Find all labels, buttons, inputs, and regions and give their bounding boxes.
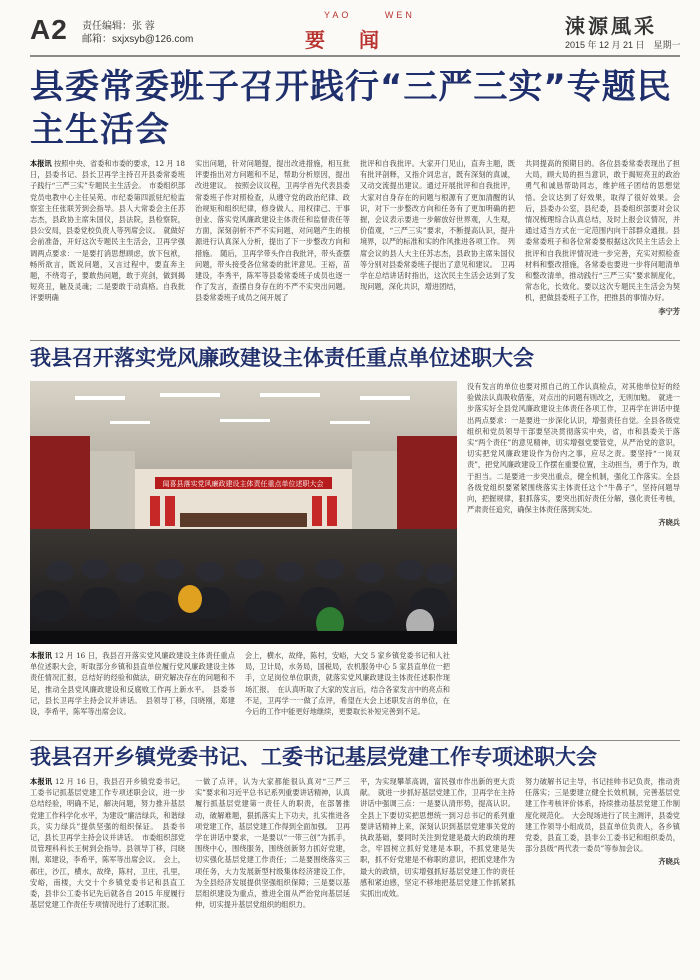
divider-2 bbox=[30, 740, 680, 741]
article1-col4 bbox=[525, 158, 680, 336]
article3-lead: 本报讯 bbox=[30, 777, 53, 786]
article3-col2: 一做了点评，认为大家都能很认真对“三严三实”要求和习近平总书记系列重要讲话精神，认真履行抓基层党建第一责任人的职责，在部署推动，破解难题，狠抓落实上下功夫，扎实推进各项党建工作，基层党建工作得到全面加强。 卫再学在讲话中要求，一是要以“一带三创”为抓手，围绕中心，围绕服务，围绕创新努力抓好党建，切实强化基层党建工作责任；二是要围绕落实三项任务，大力发展新型村级集体经济建设工作，为全县经济发展提供坚强组织保障；三是要以基层组织建设为重点，推进全面从严治党向基层延伸，切实提升基层党组织的组织力。 bbox=[195, 777, 350, 910]
section-en-2: WEN bbox=[384, 10, 415, 20]
meeting-banner: 闻喜县落实党风廉政建设主体责任重点单位述职大会 bbox=[162, 480, 324, 488]
article2-col2: 会上，横水，故绛，陈村，安峪，大交 5 家乡镇党委书记和人社局，卫计局，水务局，国税局，农机服务中心 5 家县直单位一把手，立足岗位单位职责，就落实党风廉政建设主体责任述职作现场汇报。 在认真听取了大家的发言后，结合各家发言中的亮点和不足，卫再学一一做了点评，希望在大会上述职发言的单位，在今后的工作中能更好地继续，更要取长补短完善到不足。 bbox=[245, 651, 450, 717]
paper-name: 涑源風采 bbox=[565, 14, 657, 38]
article2-body-left bbox=[30, 650, 457, 738]
article3-headline: 我县召开乡镇党委书记、工委书记基层党建工作专项述职大会 bbox=[30, 745, 597, 769]
article1-col4-text: 共同提高的预期目的。各位县委常委表现出了担大局，顾大局的担当意识，敢于揭短亮丑的政治勇气和诚恳帮助同志，维护班子团结的思想觉悟。会议达到了好效果，取得了很好效果。会后，县委办公室，县纪委，县委组织部要对会议情况梳理综合认真总结，及时上报会议情况，并通过适当方式在一定范围内向干部群众通报。县委常委班子和各位常委要根据这次民主生活会上批评和自我批评情况进一步完善，充实对照检查材料和整改措施，各常委也要进一步将问题清单和整改清单，推动践行“三严三实”要求制度化，常态化，长效化。要以这次专题民主生活会为契机，把做县委班子工作，把推县的事情办好。 bbox=[525, 159, 680, 303]
article2-col3 bbox=[467, 381, 680, 738]
article3-col1 bbox=[30, 776, 185, 972]
article1-col3: 批评和自我批评。大家开门见山，直奔主题，既有批评剖释，又指介词忠言，既有深刻的真诚，又动交流提出建议。通过开展批评和自我批评，大家对自身存在的问题与根源有了更加清醒的认识，对下一步整改方向和任务有了更加明确的把握，会议表示要进一步解放好世界观，人生观，价值观，“三严三实”要求，不断提高认识，提升境界，以严的标准和实的作风推进各项工作。 列席会议的县人大主任苏志杰，县政协主席朱国仪等分别对县委常委班子提出了意见和建议。 卫再学在总结讲话时指出，这次民主生活会达到了发现问题，深化共识，增进团结， bbox=[360, 159, 515, 292]
article2-lead: 本报讯 bbox=[30, 651, 53, 660]
article1-col1-text: 按照中央、省委和市委的要求，12 月 18 日，县委书记、县长卫再学主持召开县委常委班子践行“三严三实”专题民主生活会。 市委组织部党员电教中心主任吴苑、市纪委第四派驻纪检监察室主任张联芳到会指导。县人大常委会主任苏志杰，县政协主席朱国仪，县法院，县检察院，县公安局，县委党校负责人等列席会议。 就做好会前准备，开好这次专题民主生活会，卫再学强调两点要求：一是要打消思想顾虑，放下包袱，畅所欲言，既说问题，又言过程中，要直奔主题，不绕弯子，要敢热问题，敢于亮剑，做到揭短亮丑，触及灵魂；二是要敢于动真格。自我批评要明确 bbox=[30, 159, 185, 303]
article1-col1 bbox=[30, 158, 185, 336]
section-en-1: YAO bbox=[324, 10, 352, 20]
article2-headline: 我县召开落实党风廉政建设主体责任重点单位述职大会 bbox=[30, 346, 534, 370]
editor-name: 责任编辑：张 蓉 bbox=[82, 21, 155, 32]
article3-col3: 平，为实现攀革高调，富民强市作出新的更大贡献。 就进一步抓好基层党建工作，卫再学在主持讲话中强调三点：一是要认清形势，提高认识。全县上下要切实把思想统一到习总书记的系列重要讲话精神上来，深刻认识到基层党建事关党的执政基础，要同时关注到党建是最大的政绩的理念，牢固树立抓好党建是本职，不抓党建是失职，抓不好党建是不称职的意识，把抓党建作为最大的政绩，切实增强抓好基层党建工作的责任感和紧迫感，坚定不移地把基层党建工作抓紧抓实抓出成效。 bbox=[360, 777, 515, 899]
editor-email: 邮箱：sxjxsyb@126.com bbox=[82, 34, 194, 45]
section-label-cn: 要闻 bbox=[305, 28, 413, 52]
meeting-photo bbox=[30, 381, 457, 644]
header-rule bbox=[30, 55, 680, 57]
meeting-photo-image bbox=[30, 381, 457, 644]
article3-col4 bbox=[525, 776, 680, 972]
divider-1 bbox=[30, 340, 680, 341]
article2-col1-text: 12 月 16 日，我县召开落实党风廉政建设主体责任重点单位述职大会，听取部分乡镇和县直单位履行党风廉政建设主体责任情况汇报，总结好的经验和做法，研究解决存在的问题和不足，推动全县党风廉政建设和反腐败工作再上新水平。 县委书记，县长卫再学主持会议并讲话。 县领导丁移，闫晓刚，郑建设，李希平，陈军等出席会议。 bbox=[30, 651, 235, 717]
article1-body bbox=[30, 158, 680, 336]
editor-info bbox=[82, 20, 193, 46]
article2-body-right bbox=[467, 381, 680, 738]
article3-body bbox=[30, 776, 680, 972]
article1-headline: 县委常委班子召开践行“三严三实”专题民主生活会 bbox=[30, 67, 672, 150]
article2-col3-text: 没有发言的单位也要对照自己的工作认真检点，对其他单位好的经验做法认真吸收借鉴，对点出的问题有则改之，无则加勉。 就进一步落实好全县党风廉政建设主体责任各项工作，卫再学在讲话中提出两点要求：一是要进一步深化认识，增强责任自觉。全县各级党组织和党员领导干部要坚决贯彻落实中央，省，市和县委关于落实“两个责任”的意见精神，切实增强党要管党，从严治党的意识，切实把党风廉政建设作为份内之事，应尽之责。要坚持“一岗双责”，把党风廉政建设工作摆在重要位置，主动担当，勇于作为，敢于担当。二是要进一步突出重点，健全机制，强化工作落实。全县各级党组织要紧紧围绕落实主体责任这个“牛鼻子”，坚持问题导向，把握规律，狠抓落实，要突出抓好责任分解，强化责任考核，严肃责任追究，确保主体责任落到实处。 bbox=[467, 382, 680, 515]
page-number: A2 bbox=[30, 14, 68, 45]
masthead bbox=[0, 0, 700, 54]
article2-col1 bbox=[30, 650, 235, 738]
section-label-en bbox=[310, 10, 429, 20]
article1-lead: 本报讯 bbox=[30, 159, 52, 168]
article2-author: 齐晓兵 bbox=[658, 518, 680, 528]
article1-author: 李宁芳 bbox=[658, 306, 680, 316]
issue-date: 2015 年 12 月 21 日 星期一 bbox=[565, 40, 681, 50]
article3-author: 齐晓兵 bbox=[658, 857, 680, 867]
article3-col1-text: 12 月 16 日，我县召开乡镇党委书记，工委书记抓基层党建工作专项述职会议，进一步总结经验，明确不足，解决问题，努力推升基层党建工作科学化水平，为建设“廉洁绿兵，和谐绿兵，实力绿兵”提供坚强的组织保证。 县委书记，县长卫再学主持会议并讲话。 市委组织部党员管理科科长王树到会指导。县领导丁移，闫晓刚，郑建设，李希平，陈军等出席会议。 会上，郝庄，沙江，横水，故绛，陈村，卫庄，孔里，安峪，南楼，大交十个乡镇党委书记和县直工委，县非公工委书记先后就各自 2015 年度履行基层党建工作责任专项情况进行了述职汇报。 bbox=[30, 777, 185, 910]
article3-col4-text: 努力破解书记主导，书记挂帅书记负责，推动责任落实；三是要建立健全长效机制，完善基层党建工作考核评价体系，持续推动基层党建工作制度化规范化。 大会现场进行了民主测评，县委党建工作领导小组成员，县直单位负责人，各乡镇党委，县直工委，县非公工委书记和组织委员，部分县级“两代表一委员”等参加会议。 bbox=[525, 777, 680, 854]
article1-col2: 实出问题，针对问题提，提出改进措施，相互批评要指出对方问题和不足，帮助分析原因，提出改进建议。 按照会议议程，卫再学首先代表县委常委班子作对照检查，从遵守党的政治纪律、政治规矩和组织纪律，修身做人、用权律己、干事创业、落实党风廉政建设主体责任和监督责任等方面，深刻剖析不严不实问题，对问题产生的根源进行认真深入分析，提出了下一步整改方向和措施。 随后，卫再学带头作自我批评，带头查摆问题，带头接受各位常委的批评意见。王裕，苗建设，李秀平，陈军等县委常委班子成员也逐一作了发言，查摆自身存在的不严不实突出问题。县委常委班子成员之间开展了 bbox=[195, 159, 350, 303]
